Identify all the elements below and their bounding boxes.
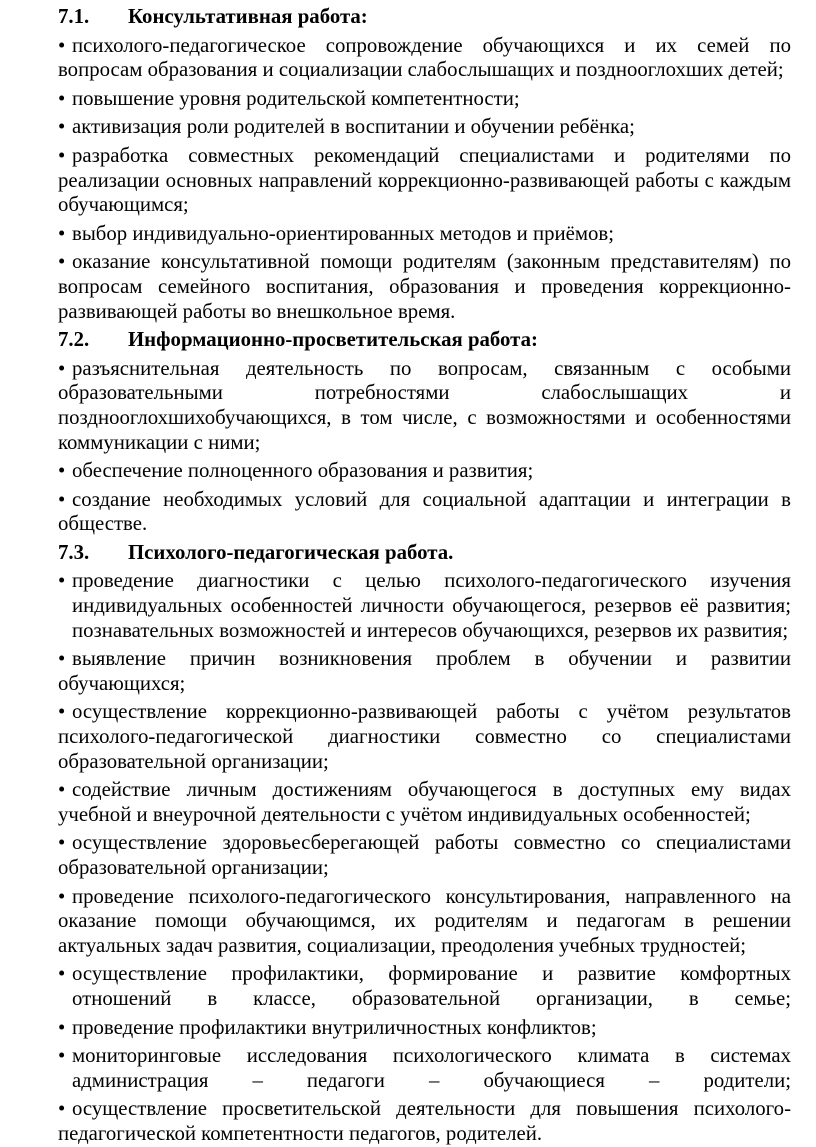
list-item: • выбор индивидуально-ориентированных методов и приёмов; — [12, 222, 791, 247]
list-item: • проведение профилактики внутриличностных конфликтов; — [12, 1016, 791, 1041]
section-title: Психолого-педагогическая работа. — [128, 540, 454, 564]
list-item: • повышение уровня родительской компетентности; — [12, 87, 791, 112]
section-title: Информационно-просветительская работа: — [128, 328, 538, 352]
list-item: • психолого-педагогическое сопровождение обучающихся и их семей по вопросам образования и социализации слабослышащих и позднооглохших детей; — [12, 34, 791, 83]
list-item: • содействие личным достижениям обучающегося в доступных ему видах учебной и внеурочной деятельности с учётом индивидуальных особенностей; — [12, 778, 791, 827]
section-number: 7.3. — [58, 540, 90, 564]
section-title: Консультативная работа: — [128, 5, 368, 28]
list-item: • осуществление коррекционно-развивающей работы с учётом результатов психолого-педагогической диагностики совместно со специалистами образовательной организации; — [12, 700, 791, 774]
list-item: • активизация роли родителей в воспитании и обучении ребёнка; — [12, 115, 791, 140]
section-heading-informational — [12, 328, 791, 353]
section-number: 7.1. — [58, 5, 90, 28]
list-item: • проведение диагностики с целью психолого-педагогического изучения индивидуальных особенностей личности обучающегося, резервов её развития; познавательных возможностей и интересов обучающихся, резервов их развития; — [12, 569, 791, 643]
list-item: • осуществление профилактики, формирование и развитие комфортных отношений в классе, образовательной организации, в семье; — [12, 962, 791, 1011]
list-item: • разъяснительная деятельность по вопросам, связанным с особыми образовательными потребностями слабослышащих и позднооглохшихобучающихся, в том числе, с возможностями и особенностями коммуникации с ними; — [12, 357, 791, 455]
section-number: 7.2. — [58, 328, 90, 352]
list-item: • разработка совместных рекомендаций специалистами и родителями по реализации основных направлений коррекционно-развивающей работы с каждым обучающимся; — [12, 144, 791, 218]
section-heading-psychological — [12, 541, 791, 566]
list-item: • осуществление здоровьесберегающей работы совместно со специалистами образовательной организации; — [12, 831, 791, 880]
section-heading-consultative — [12, 5, 791, 30]
list-item: • выявление причин возникновения проблем в обучении и развитии обучающихся; — [12, 647, 791, 696]
list-item: • оказание консультативной помощи родителям (законным представителям) по вопросам семейного воспитания, образования и проведения коррекционно-развивающей работы во внешкольное время. — [12, 250, 791, 324]
list-item: • осуществление просветительской деятельности для повышения психолого-педагогической компетентности педагогов, родителей. — [12, 1097, 791, 1146]
list-item: • проведение психолого-педагогического консультирования, направленного на оказание помощи обучающимся, их родителям и педагогам в решении актуальных задач развития, социализации, преодоления учебных трудностей; — [12, 885, 791, 959]
list-item: • обеспечение полноценного образования и развития; — [12, 459, 791, 484]
document-body — [12, 5, 791, 1147]
list-item: • создание необходимых условий для социальной адаптации и интеграции в обществе. — [12, 488, 791, 537]
list-item: • мониторинговые исследования психологического климата в системах администрация – педагоги – обучающиеся – родители; — [12, 1044, 791, 1093]
